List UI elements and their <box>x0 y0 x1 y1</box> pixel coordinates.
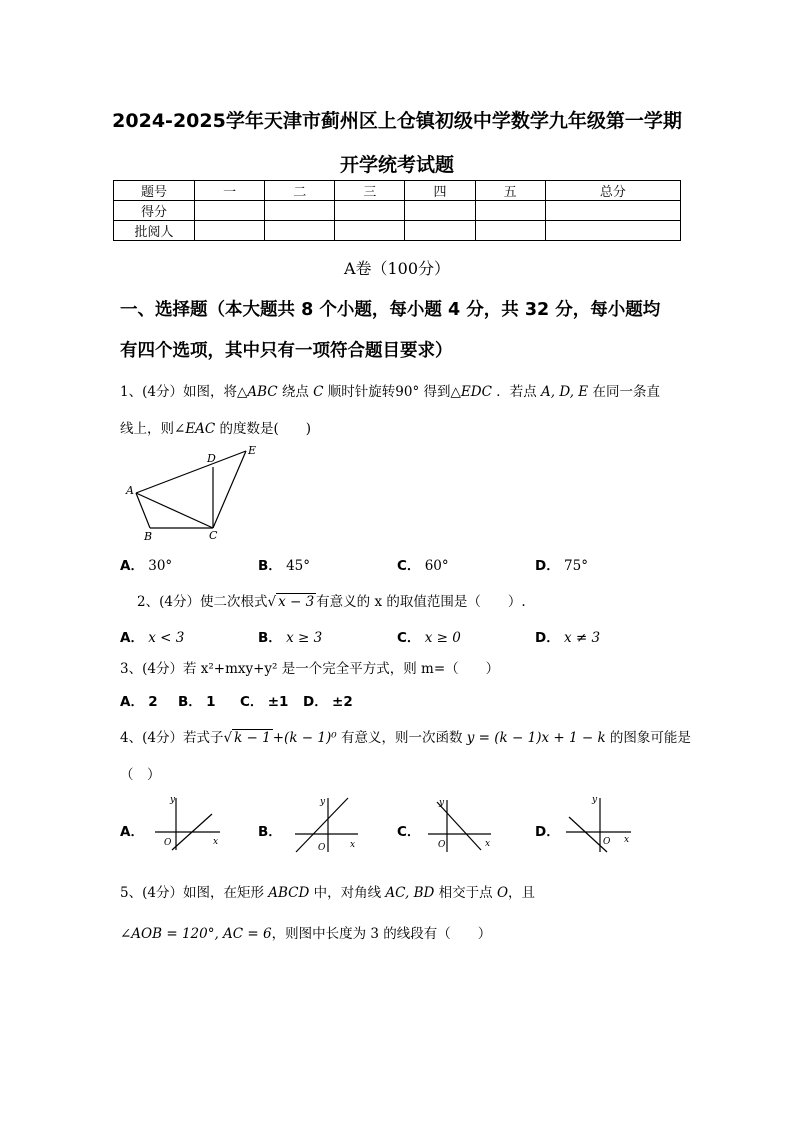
origin-label: O <box>603 837 611 847</box>
x-axis-label: x <box>624 835 630 845</box>
question-1-line1: 1、(4分）如图，将△ABC 绕点 C 顺时针旋转90° 得到△EDC ．若点 A, D, E 在同一条直 <box>120 384 660 400</box>
question-4-option-a[interactable]: A． <box>120 824 144 840</box>
question-1-option-b[interactable]: B． 45° <box>258 558 311 574</box>
question-4-line2: （ ） <box>120 767 161 783</box>
question-3-option-c[interactable]: C． ±1 <box>240 694 289 710</box>
question-4-line1: 4、(4分）若式子√ k − 1 +(k − 1)⁰ 有意义，则一次函数 y = (k − 1)x + 1 − k 的图象可能是 <box>120 730 691 746</box>
reviewer-cell[interactable] <box>265 221 335 241</box>
graph-option-c[interactable] <box>425 792 505 854</box>
question-1-option-a[interactable]: A． 30° <box>120 558 173 574</box>
question-3-option-d[interactable]: D． ±2 <box>303 694 353 710</box>
question-1-line2: 线上，则∠EAC 的度数是( ) <box>120 421 312 437</box>
question-3-stem: 3、(4分）若 x²+mxy+y² 是一个完全平方式，则 m=（ ） <box>120 661 500 677</box>
question-3-option-b[interactable]: B． 1 <box>178 694 216 710</box>
graph-option-d[interactable] <box>563 792 643 854</box>
point-label-a: A <box>126 484 134 497</box>
score-cell[interactable] <box>195 201 265 221</box>
section-heading-line1: 一、选择题（本大题共 8 个小题，每小题 4 分，共 32 分，每小题均 <box>120 300 661 320</box>
question-4-option-d[interactable]: D． <box>535 824 560 840</box>
exam-title-line2: 开学统考试题 <box>339 154 454 176</box>
segment-ec <box>213 451 246 528</box>
origin-label: O <box>164 838 172 848</box>
reviewer-cell[interactable] <box>545 221 680 241</box>
y-axis-label: y <box>320 797 326 807</box>
row-label: 得分 <box>114 201 195 221</box>
y-axis-label: y <box>439 798 445 808</box>
x-axis-label: x <box>213 837 219 847</box>
question-4-option-b[interactable]: B． <box>258 824 282 840</box>
question-2-option-d[interactable]: D． x ≠ 3 <box>535 630 601 646</box>
radicand: k − 1 <box>234 730 271 746</box>
point-label-b: B <box>144 530 153 543</box>
question-4-option-c[interactable]: C． <box>397 824 421 840</box>
question-2-stem: 2、(4分）使二次根式√ x − 3 有意义的 x 的取值范围是（ ）. <box>137 594 526 610</box>
question-5-line2: ∠AOB = 120°, AC = 6，则图中长度为 3 的线段有（ ） <box>120 926 492 942</box>
reviewer-row <box>114 221 681 241</box>
table-header-cell: 二 <box>265 181 335 201</box>
question-2-option-b[interactable]: B． x ≥ 3 <box>258 630 323 646</box>
question-2-option-c[interactable]: C． x ≥ 0 <box>397 630 461 646</box>
score-cell[interactable] <box>265 201 335 221</box>
segment-ae <box>136 451 246 493</box>
score-cell[interactable] <box>405 201 475 221</box>
score-table-header-row <box>114 181 681 201</box>
table-header-cell: 三 <box>335 181 405 201</box>
origin-label: O <box>318 843 326 853</box>
point-label-e: E <box>248 444 257 457</box>
reviewer-cell[interactable] <box>195 221 265 241</box>
graph-option-b[interactable] <box>290 792 370 854</box>
exam-title-line1: 2024-2025学年天津市蓟州区上仓镇初级中学数学九年级第一学期 <box>112 110 682 132</box>
x-axis-label: x <box>350 840 356 850</box>
score-cell[interactable] <box>475 201 545 221</box>
volume-heading: A卷（100分） <box>343 259 451 278</box>
reviewer-cell[interactable] <box>335 221 405 241</box>
reviewer-cell[interactable] <box>405 221 475 241</box>
table-header-cell: 题号 <box>114 181 195 201</box>
score-row <box>114 201 681 221</box>
score-cell[interactable] <box>545 201 680 221</box>
table-header-cell: 总分 <box>545 181 680 201</box>
function-line <box>569 817 607 852</box>
score-table <box>113 180 681 241</box>
section-heading-line2: 有四个选项，其中只有一项符合题目要求） <box>120 341 453 361</box>
point-label-d: D <box>207 452 216 465</box>
question-1-option-c[interactable]: C． 60° <box>397 558 449 574</box>
rotation-triangle-figure <box>118 440 268 545</box>
x-axis-label: x <box>485 839 491 849</box>
question-3-option-a[interactable]: A． 2 <box>120 694 158 710</box>
origin-label: O <box>438 840 446 850</box>
row-label: 批阅人 <box>114 221 195 241</box>
table-header-cell: 一 <box>195 181 265 201</box>
y-axis-label: y <box>170 795 176 805</box>
score-cell[interactable] <box>335 201 405 221</box>
table-header-cell: 四 <box>405 181 475 201</box>
question-1-option-d[interactable]: D． 75° <box>535 558 588 574</box>
reviewer-cell[interactable] <box>475 221 545 241</box>
table-header-cell: 五 <box>475 181 545 201</box>
y-axis-label: y <box>592 795 598 805</box>
question-2-option-a[interactable]: A． x < 3 <box>120 630 185 646</box>
point-label-c: C <box>209 529 218 542</box>
graph-option-a[interactable] <box>150 792 230 854</box>
question-5-line1: 5、(4分）如图，在矩形 ABCD 中，对角线 AC, BD 相交于点 O，且 <box>120 885 536 901</box>
radicand: x − 3 <box>278 594 315 610</box>
